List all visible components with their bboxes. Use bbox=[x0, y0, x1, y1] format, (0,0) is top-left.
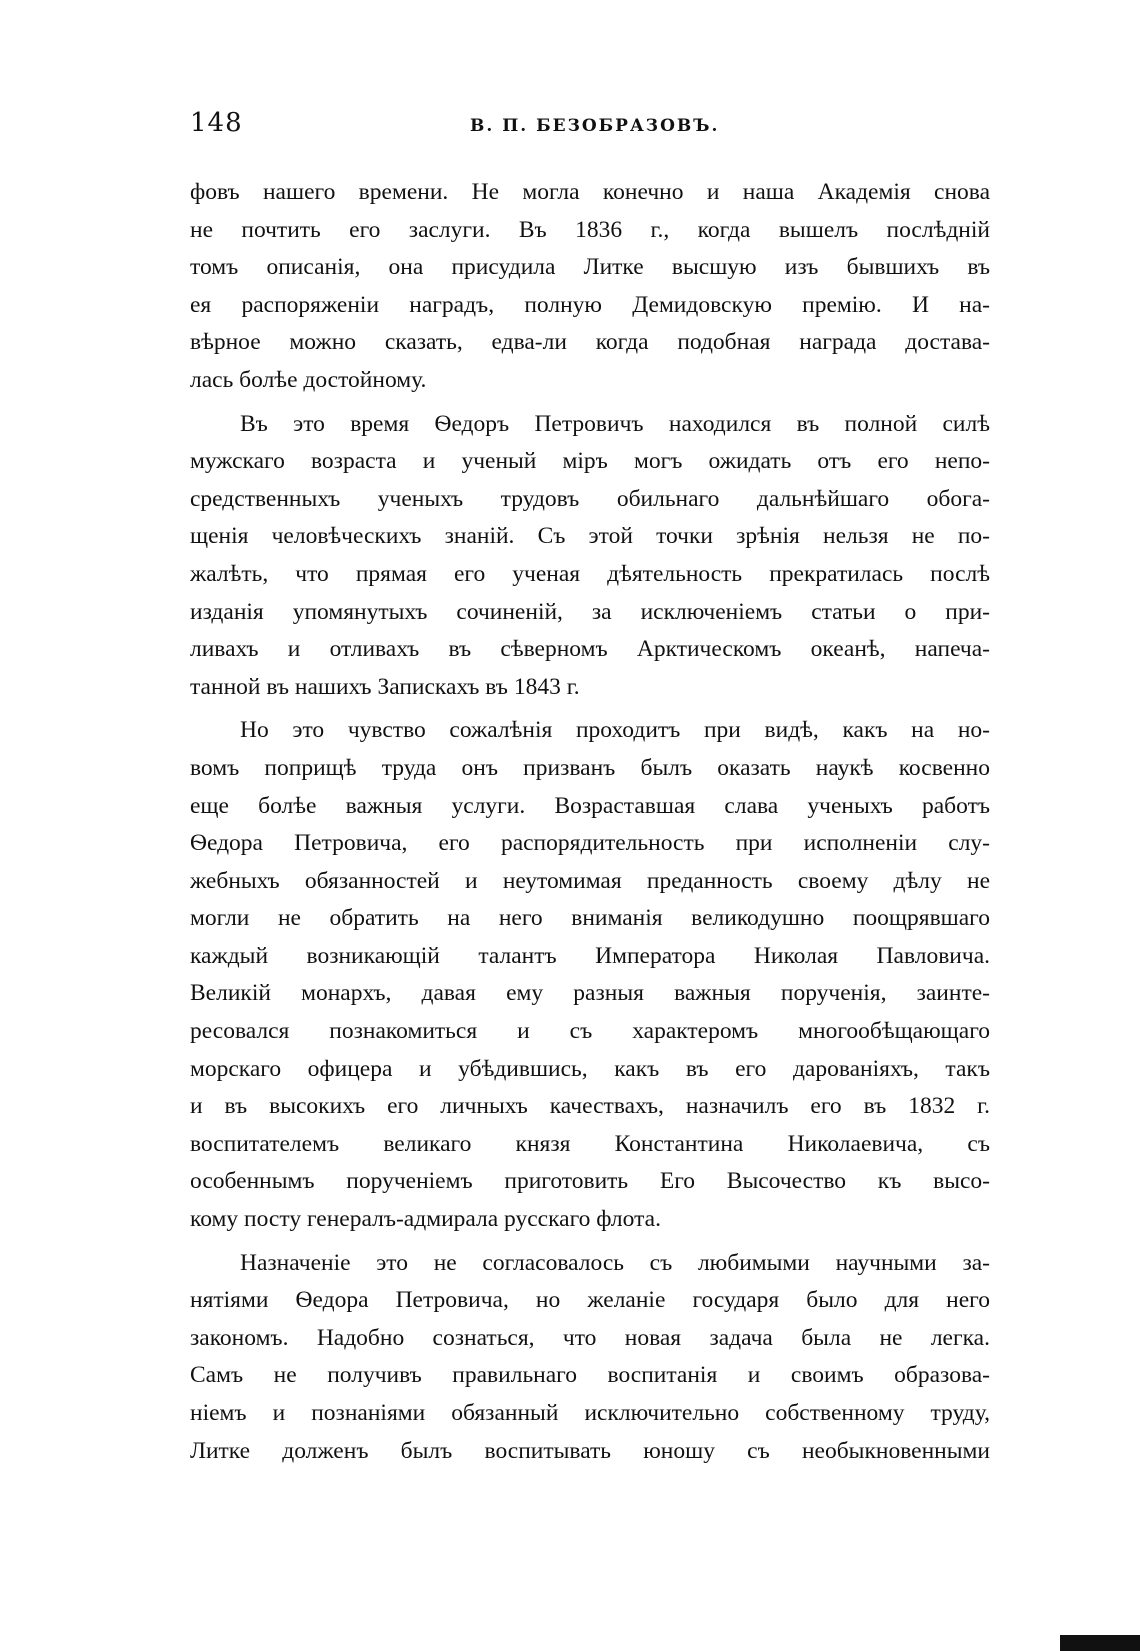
text-line: лась болѣе достойному. bbox=[190, 366, 427, 393]
text-line: танной въ нашихъ Запискахъ въ 1843 г. bbox=[190, 673, 580, 700]
paragraph bbox=[190, 174, 990, 400]
text-line: Но это чувство сожалѣнія проходитъ при видѣ, какъ на но- bbox=[240, 717, 990, 744]
text-line: ресовался познакомиться и съ характеромъ многообѣщающаго bbox=[190, 1018, 990, 1045]
text-line: жалѣть, что прямая его ученая дѣятельность прекратилась послѣ bbox=[190, 560, 990, 587]
text-line: мужскаго возраста и ученый міръ могъ ожидать отъ его непо- bbox=[190, 448, 990, 475]
text-line: щенія человѣческихъ знаній. Съ этой точки зрѣнія нельзя не по- bbox=[190, 523, 990, 550]
text-line: кому посту генералъ-адмирала русскаго флота. bbox=[190, 1206, 661, 1233]
text-line: фовъ нашего времени. Не могла конечно и наша Академія снова bbox=[190, 179, 990, 205]
text-line: Самъ не получивъ правильнаго воспитанія и своимъ образова- bbox=[190, 1362, 990, 1389]
body-text bbox=[190, 174, 990, 1476]
text-line: ніемъ и познаніями обязанный исключительно собственному труду, bbox=[190, 1400, 990, 1426]
text-line: нятіями Ѳедора Петровича, но желаніе государя было для него bbox=[190, 1287, 990, 1314]
text-line: могли не обратить на него вниманія великодушно поощрявшаго bbox=[190, 905, 990, 932]
running-head: В. П. БЕЗОБРАЗОВЪ. bbox=[470, 116, 720, 136]
text-line: не почтить его заслуги. Въ 1836 г., когда вышелъ послѣдній bbox=[190, 216, 990, 243]
text-line: вѣрное можно сказать, едва-ли когда подобная награда достава- bbox=[190, 329, 990, 356]
text-line: Литке долженъ былъ воспитывать юношу съ необыкновенными bbox=[190, 1437, 990, 1464]
text-line: ея распоряженіи наградъ, полную Демидовскую премію. И на- bbox=[190, 291, 990, 318]
text-line: закономъ. Надобно сознаться, что новая задача была не легка. bbox=[190, 1324, 990, 1351]
paragraph bbox=[190, 712, 990, 1238]
text-line: вомъ поприщѣ труда онъ призванъ былъ оказать наукѣ косвенно bbox=[190, 754, 990, 781]
text-line: и въ высокихъ его личныхъ качествахъ, назначилъ его въ 1832 г. bbox=[190, 1093, 990, 1120]
page-header bbox=[190, 108, 990, 148]
text-line: Великій монархъ, давая ему разныя важныя порученія, заинте- bbox=[190, 980, 990, 1007]
text-line: Въ это время Ѳедоръ Петровичъ находился въ полной силѣ bbox=[240, 410, 990, 437]
scan-artifact bbox=[1060, 1635, 1140, 1651]
text-line: средственныхъ ученыхъ трудовъ обильнаго дальнѣйшаго обога- bbox=[190, 485, 990, 512]
paragraph bbox=[190, 406, 990, 707]
text-line: жебныхъ обязанностей и неутомимая преданность своему дѣлу не bbox=[190, 867, 990, 894]
text-line: морскаго офицера и убѣдившись, какъ въ его дарованіяхъ, такъ bbox=[190, 1055, 990, 1082]
text-line: воспитателемъ великаго князя Константина Николаевича, съ bbox=[190, 1130, 990, 1157]
text-line: ливахъ и отливахъ въ сѣверномъ Арктическомъ океанѣ, напеча- bbox=[190, 636, 990, 663]
text-line: каждый возникающій талантъ Императора Николая Павловича. bbox=[190, 942, 990, 969]
paragraph bbox=[190, 1245, 990, 1471]
text-line: Назначеніе это не согласовалось съ любимыми научными за- bbox=[240, 1249, 990, 1276]
text-line: Ѳедора Петровича, его распорядительность при исполненіи слу- bbox=[190, 830, 990, 857]
text-line: еще болѣе важныя услуги. Возраставшая слава ученыхъ работъ bbox=[190, 792, 990, 819]
text-line: особеннымъ порученіемъ приготовить Его Высочество къ высо- bbox=[190, 1168, 990, 1195]
page-number: 148 bbox=[190, 108, 243, 138]
text-line: изданія упомянутыхъ сочиненій, за исключеніемъ статьи о при- bbox=[190, 598, 990, 625]
text-line: томъ описанія, она присудила Литке высшую изъ бывшихъ въ bbox=[190, 254, 990, 281]
